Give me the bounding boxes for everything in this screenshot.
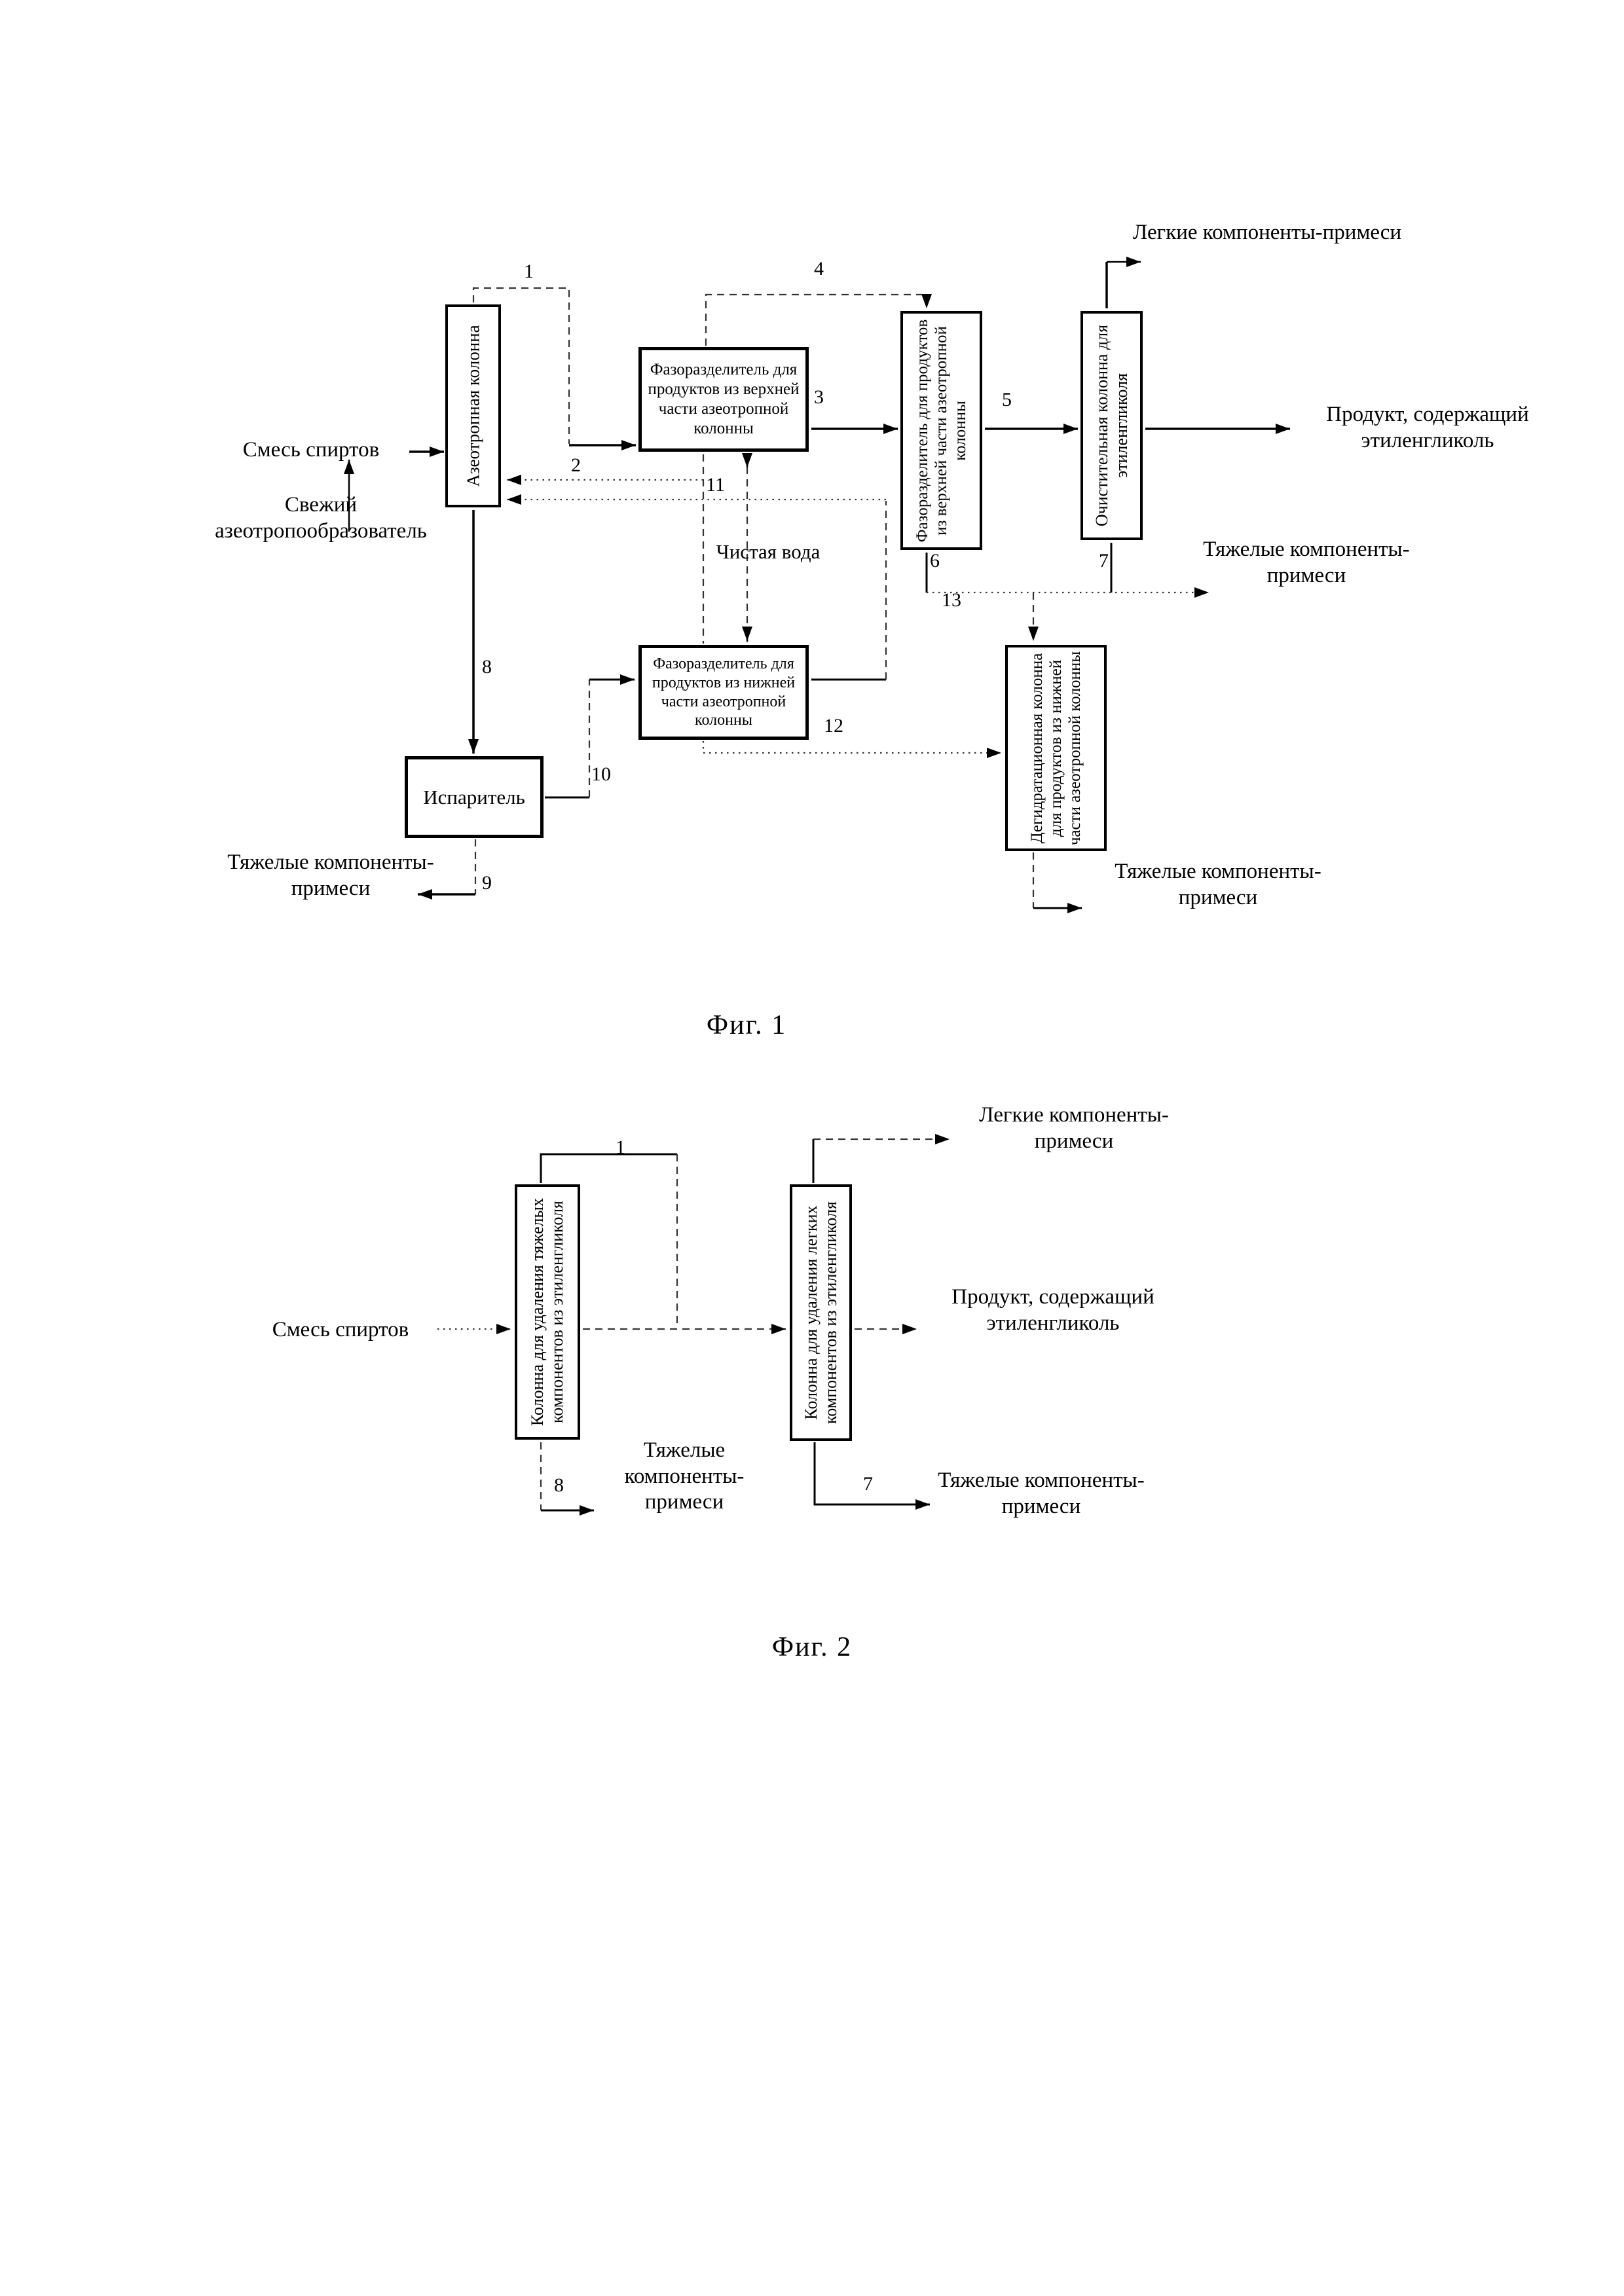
fig1-caption: Фиг. 1 bbox=[706, 1010, 787, 1040]
fig2-stream-number-7: 7 bbox=[863, 1473, 873, 1495]
fig1-heavy-components-dehydration-label: Тяжелые компоненты-примеси bbox=[1115, 860, 1321, 909]
azeotropic-column-box bbox=[445, 304, 501, 507]
fig2-feed-label: Смесь спиртов bbox=[272, 1318, 409, 1341]
fig2-stream-number-8: 8 bbox=[554, 1474, 564, 1496]
fig2-light-components-label: Легкие компоненты-примеси bbox=[979, 1103, 1169, 1153]
fig1-feed-label: Смесь спиртов bbox=[242, 438, 380, 462]
dehydration-column-label: Дегидратационная колонна для продуктов из нижней части азеотропной колонны bbox=[1027, 651, 1083, 845]
light-removal-column-label: Колонна для удаления легких компонентов из этиленгликоля bbox=[801, 1201, 840, 1425]
stream-4-line bbox=[706, 295, 927, 346]
heavy-removal-column-label: Колонна для удаления тяжелых компонентов из этиленгликоля bbox=[528, 1198, 566, 1426]
fig1-heavy-components-bottom-label: Тяжелые компоненты-примеси bbox=[227, 850, 434, 900]
stream-number-6: 6 bbox=[930, 550, 940, 572]
fig1-clean-water-label: Чистая вода bbox=[716, 540, 821, 563]
evaporator-label: Испаритель bbox=[423, 785, 525, 809]
stream-number-5: 5 bbox=[1002, 389, 1012, 410]
stream-number-3: 3 bbox=[814, 386, 824, 408]
stream-number-13: 13 bbox=[942, 589, 961, 611]
purification-column-label: Очистительная колонна для этиленгликоля bbox=[1092, 324, 1131, 527]
stream-number-8: 8 bbox=[482, 656, 492, 678]
top-separator-tall-box bbox=[900, 311, 982, 550]
stream-12-line bbox=[703, 741, 1001, 753]
fig1-product-label: Продукт, содержащий этиленгликоль bbox=[1326, 403, 1529, 452]
fig2-product-label: Продукт, содержащий этиленгликоль bbox=[951, 1285, 1154, 1335]
light-removal-column-box bbox=[790, 1184, 852, 1441]
fig1-light-components-label: Легкие компоненты-примеси bbox=[1132, 221, 1402, 244]
fig2-caption: Фиг. 2 bbox=[771, 1632, 853, 1662]
dehydration-column-box bbox=[1005, 645, 1107, 851]
fig2-stream-number-1: 1 bbox=[616, 1137, 625, 1158]
top-separator-tall-label: Фазоразделитель для продуктов из верхней части азеотропной колонны bbox=[913, 319, 969, 542]
top-separator-wide-label: Фазоразделитель для продуктов из верхней части азеотропной колонны bbox=[648, 361, 800, 437]
evaporator-box bbox=[405, 756, 544, 838]
azeotropic-column-label: Азеотропная колонна bbox=[462, 325, 483, 487]
fig2-heavy-components-left-label: Тяжелые компоненты-примеси bbox=[624, 1438, 745, 1514]
heavy-removal-column-box bbox=[515, 1184, 580, 1440]
fig2-heavy-components-right-label: Тяжелые компоненты-примеси bbox=[938, 1468, 1145, 1518]
top-separator-wide-box bbox=[638, 347, 809, 452]
fig1-heavy-components-right-label: Тяжелые компоненты-примеси bbox=[1203, 538, 1410, 587]
fig2-stream-1-line-a bbox=[541, 1154, 677, 1183]
stream-number-2: 2 bbox=[571, 454, 581, 476]
bottom-separator-wide-label: Фазоразделитель для продуктов из нижней части азеотропной колонны bbox=[652, 655, 796, 729]
stream-number-7: 7 bbox=[1099, 550, 1109, 572]
fig1-entrainer-label: Свежий азеотропообразователь bbox=[215, 493, 427, 543]
bottom-separator-wide-box bbox=[638, 645, 809, 740]
stream-number-12: 12 bbox=[824, 715, 843, 737]
stream-number-1: 1 bbox=[524, 261, 534, 282]
stream-number-10: 10 bbox=[591, 763, 611, 785]
purification-column-box bbox=[1080, 311, 1143, 540]
stream-number-11: 11 bbox=[706, 474, 725, 496]
stream-number-9: 9 bbox=[482, 872, 492, 894]
stream-number-4: 4 bbox=[814, 258, 824, 280]
